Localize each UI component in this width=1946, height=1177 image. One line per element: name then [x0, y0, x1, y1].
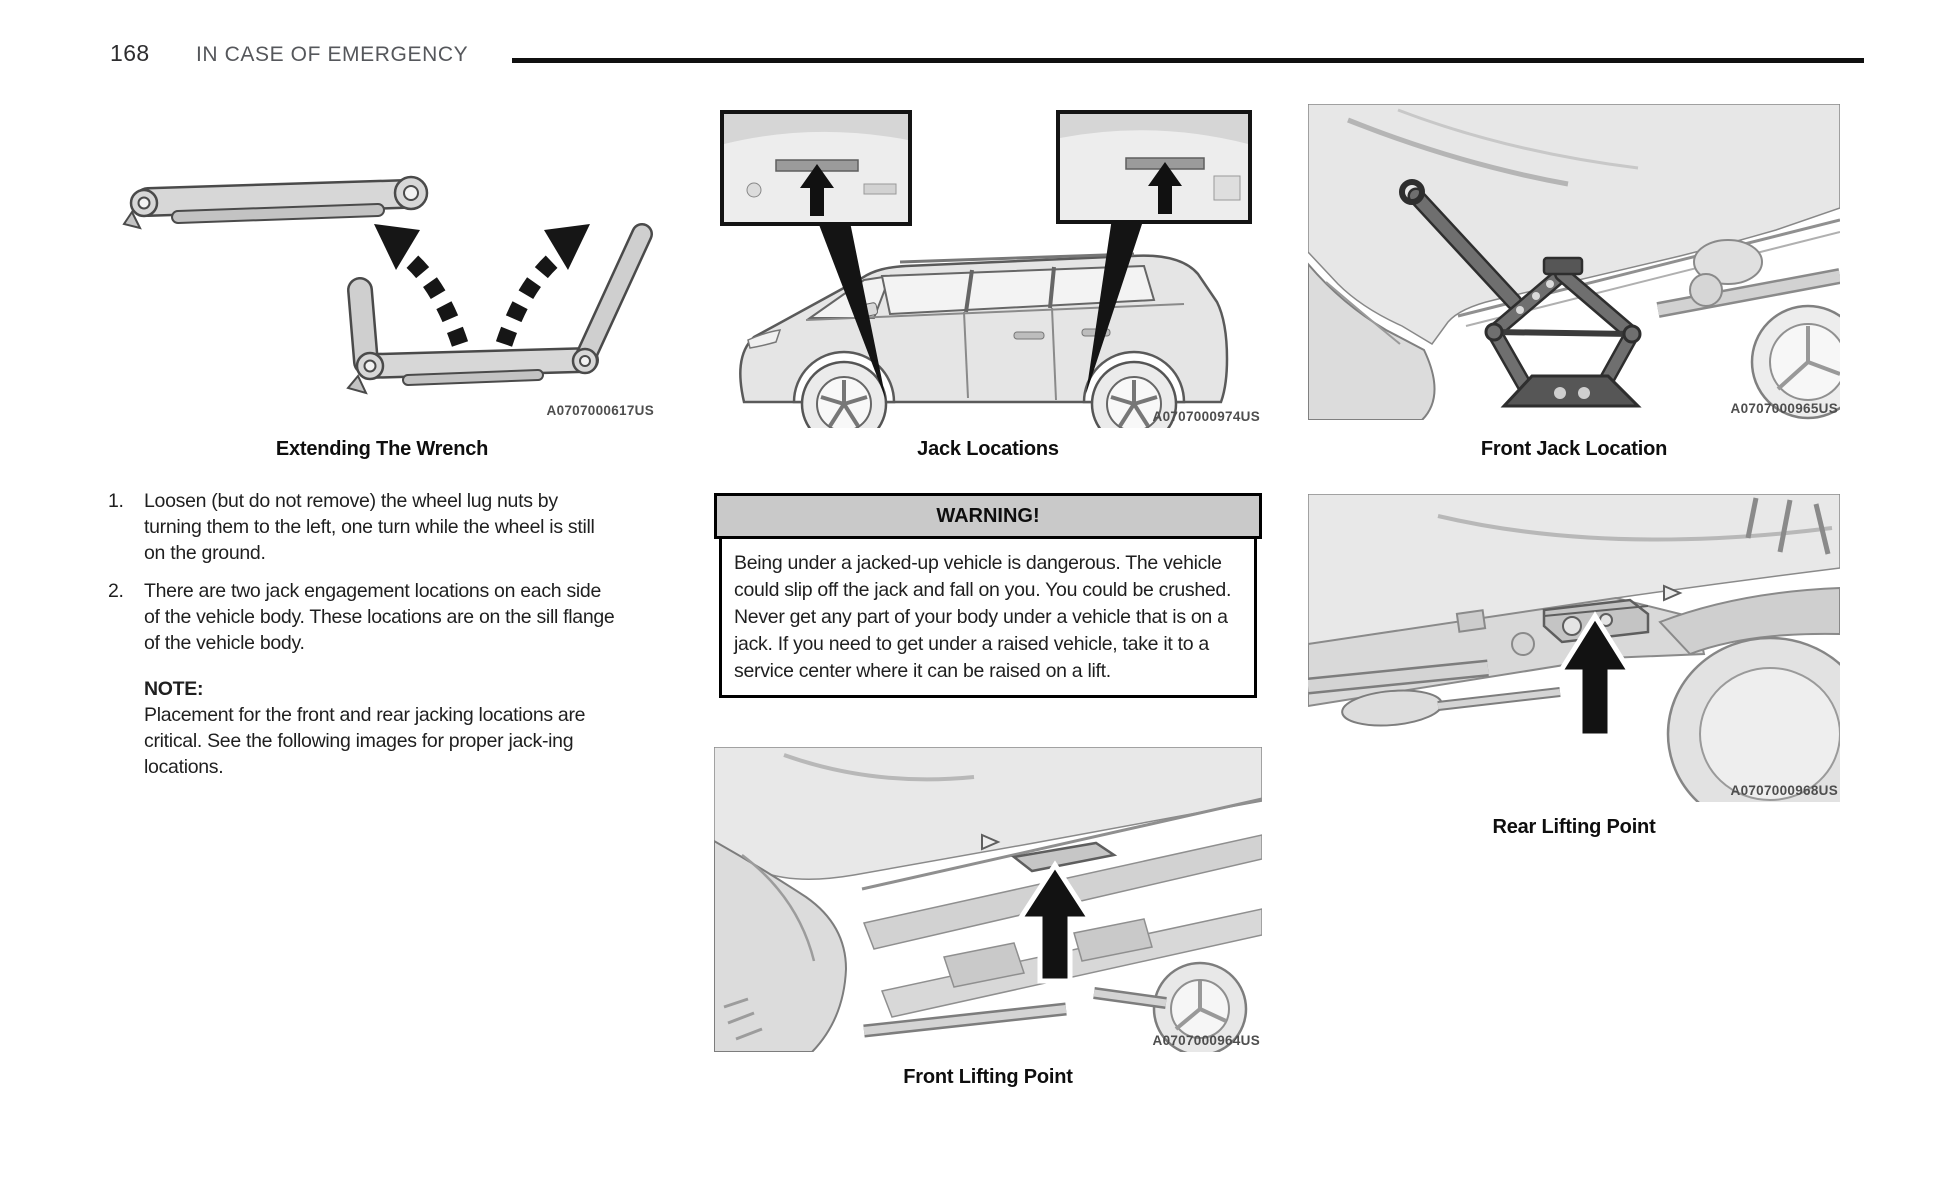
warning-title: WARNING!	[714, 493, 1262, 539]
front-jack-caption: Front Jack Location	[1480, 438, 1668, 460]
note-block	[144, 676, 596, 780]
left-column	[108, 0, 656, 1177]
rear-lifting-caption: Rear Lifting Point	[1492, 816, 1656, 838]
jack-locations-caption: Jack Locations	[917, 438, 1059, 460]
page-number: 168	[110, 40, 150, 66]
front-jack-illustration	[1308, 104, 1840, 420]
front-lifting-illustration	[714, 747, 1262, 1052]
rear-lifting-illustration	[1308, 494, 1840, 802]
wrench-caption: Extending The Wrench	[275, 438, 489, 460]
right-column	[1308, 0, 1840, 1177]
jack-locations-figure-code: A0707000974US	[1152, 409, 1260, 424]
warning-box	[714, 493, 1262, 698]
section-title: IN CASE OF EMERGENCY	[196, 43, 469, 66]
wrench-illustration	[108, 104, 656, 422]
rear-lifting-figure	[1308, 494, 1840, 802]
front-lifting-figure	[714, 747, 1262, 1052]
wrench-figure	[108, 104, 656, 422]
step-1	[108, 488, 616, 566]
step-1-text: Loosen (but do not remove) the wheel lug nuts by turning them to the left, one turn while the wheel is still on the ground.	[144, 490, 595, 564]
step-2-number: 2.	[108, 580, 124, 602]
step-2-text: There are two jack engagement locations on each side of the vehicle body. These locations are on the sill flange of the vehicle body.	[144, 580, 615, 654]
note-label: NOTE:	[144, 678, 204, 700]
warning-text: Being under a jacked-up vehicle is dangerous. The vehicle could slip off the jack and fall on you. You could be crushed. Never get any part of your body under a vehicle that is on a jack. If you need to get under a raised vehicle, take it to a service center where it can be raised on a lift.	[719, 539, 1257, 698]
wrench-figure-code: A0707000617US	[546, 403, 654, 418]
step-2	[108, 578, 616, 656]
front-jack-figure	[1308, 104, 1840, 420]
note-text: Placement for the front and rear jacking locations are critical. See the following images for proper jack-ing locations.	[144, 704, 586, 778]
jack-locations-illustration	[714, 104, 1262, 428]
front-lifting-caption: Front Lifting Point	[903, 1066, 1073, 1088]
step-1-number: 1.	[108, 490, 124, 512]
front-jack-figure-code: A0707000965US	[1730, 401, 1838, 416]
jack-locations-figure	[714, 104, 1262, 428]
rear-lifting-figure-code: A0707000968US	[1730, 783, 1838, 798]
middle-column	[714, 0, 1262, 1177]
front-lifting-figure-code: A0707000964US	[1152, 1033, 1260, 1048]
